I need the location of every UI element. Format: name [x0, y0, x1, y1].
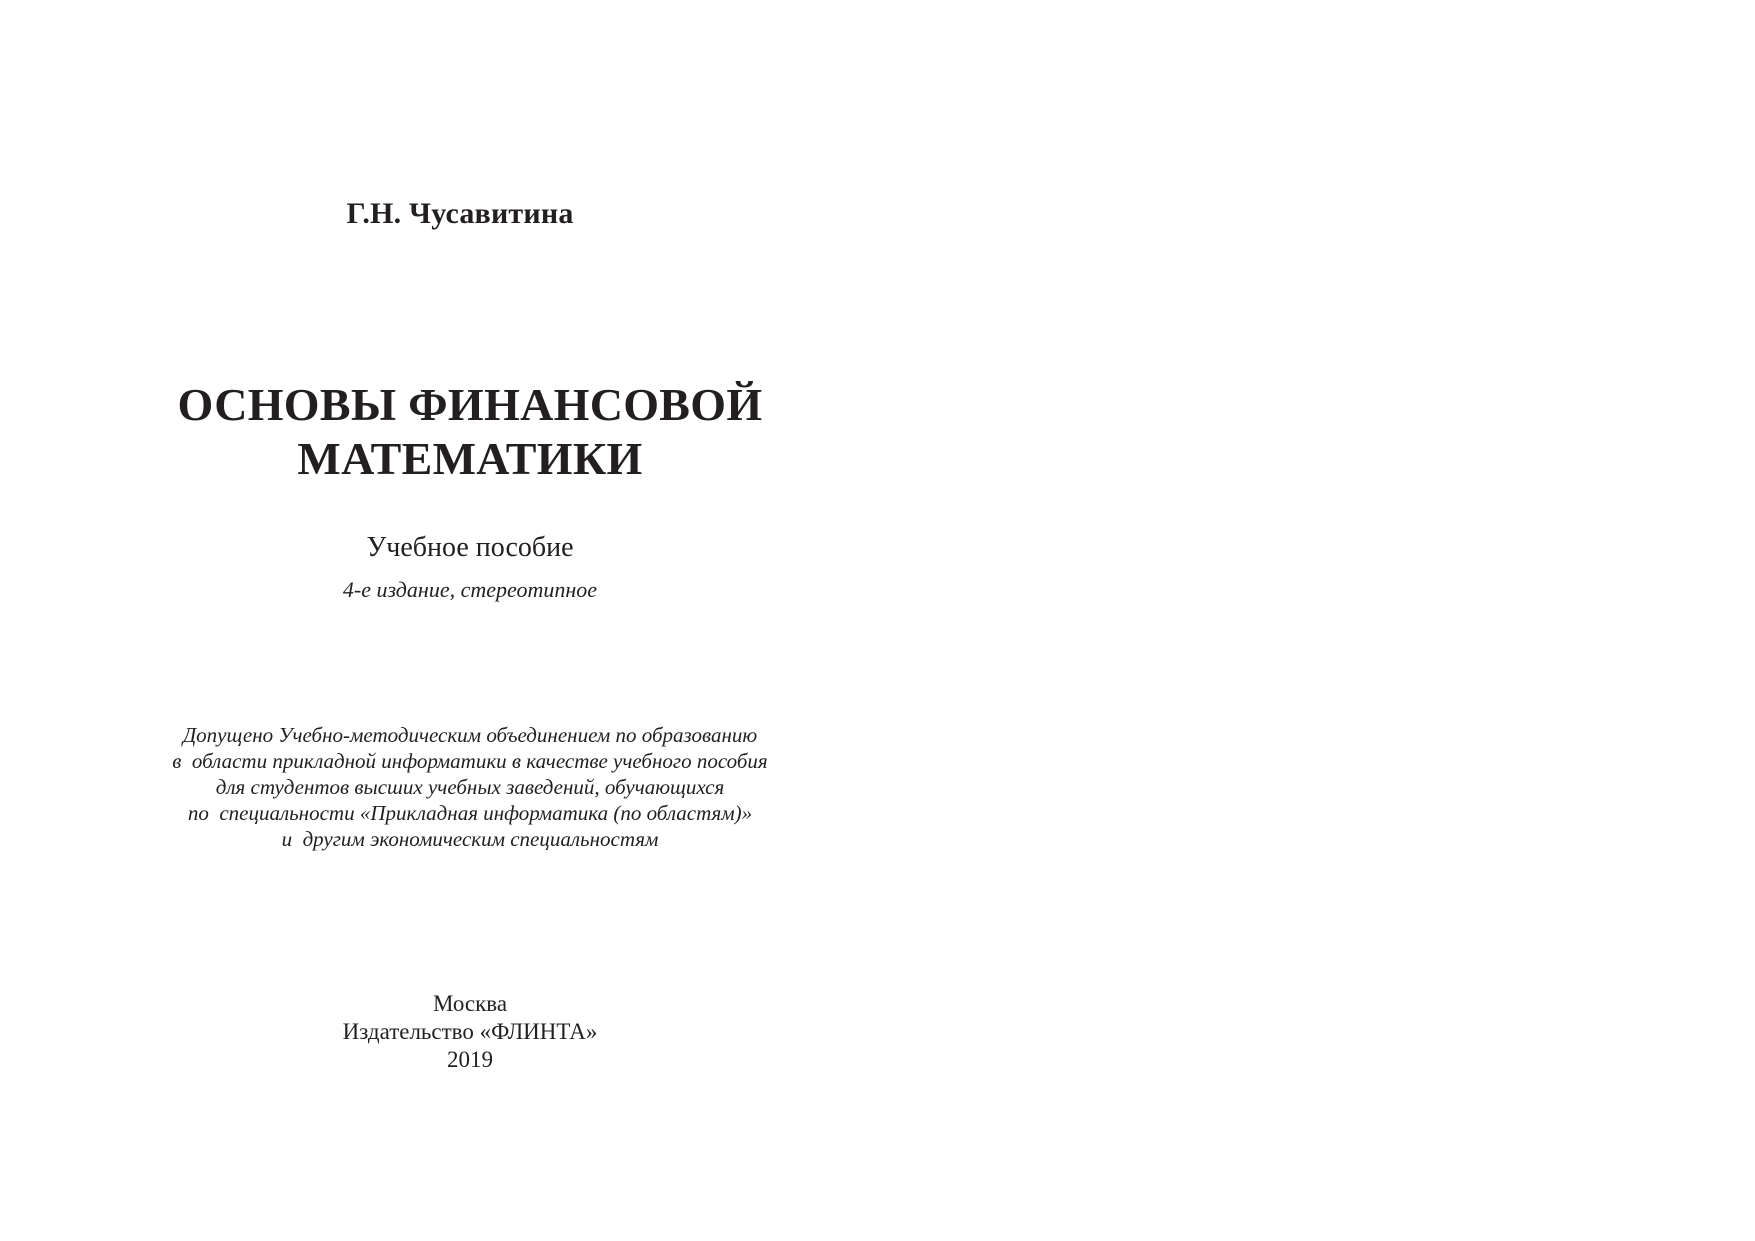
author-name: Г.Н. Чусавитина — [346, 197, 574, 230]
approval-line-4: по специальности «Прикладная информатика (по областям)» — [187, 801, 753, 825]
book-title-line-2: МАТЕМАТИКИ — [297, 433, 643, 484]
approval-line-2: в области прикладной информатики в качестве учебного пособия — [172, 749, 768, 773]
imprint — [120, 990, 820, 1074]
edition-note: 4-е издание, стереотипное — [342, 577, 598, 602]
book-subtitle: Учебное пособие — [366, 532, 574, 563]
approval-line-1: Допущено Учебно-методическим объединением по образованию — [182, 723, 758, 747]
imprint-year: 2019 — [447, 1047, 493, 1072]
approval-statement — [120, 722, 820, 852]
imprint-city: Москва — [432, 991, 508, 1016]
approval-line-3: для студентов высших учебных заведений, обучающихся — [215, 775, 725, 799]
book-title — [120, 378, 820, 486]
imprint-publisher: Издательство «ФЛИНТА» — [342, 1019, 598, 1044]
book-title-line-1: ОСНОВЫ ФИНАНСОВОЙ — [177, 379, 763, 430]
approval-line-5: и другим экономическим специальностям — [281, 827, 659, 851]
